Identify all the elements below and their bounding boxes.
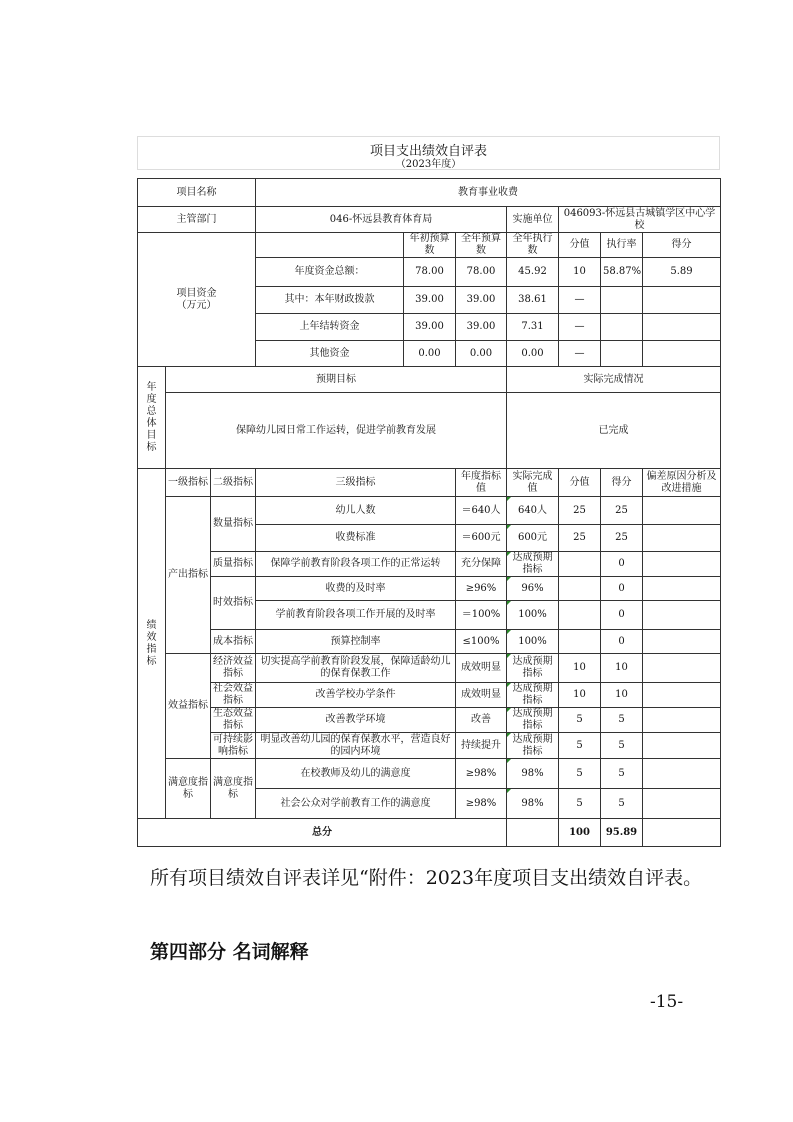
indicator-note (643, 525, 721, 552)
funds-cell: 0.00 (456, 341, 507, 367)
funds-cell: 39.00 (456, 314, 507, 341)
sub-ecological: 生态效益指标 (211, 708, 256, 733)
indicator-actual: 96% (507, 577, 559, 601)
indicator-note (643, 789, 721, 819)
indicator-row (138, 759, 721, 789)
funds-row-label: 其中：本年财政拨款 (256, 287, 404, 314)
indicator-got: 0 (601, 601, 643, 630)
dept-label: 主管部门 (138, 207, 256, 233)
indicator-actual: 100% (507, 601, 559, 630)
funds-header: 得分 (643, 233, 721, 258)
funds-cell: 78.00 (404, 258, 456, 287)
funds-header: 执行率 (601, 233, 643, 258)
indicator-score (559, 601, 601, 630)
indicator-got: 0 (601, 577, 643, 601)
indicator-score: 10 (559, 683, 601, 708)
funds-cell: — (559, 287, 601, 314)
indicator-note (643, 733, 721, 759)
indicator-note (643, 601, 721, 630)
total-label: 总分 (138, 819, 507, 847)
indicator-header: 分值 (559, 469, 601, 497)
self-evaluation-table (137, 178, 721, 847)
indicator-score (559, 630, 601, 654)
indicator-score: 5 (559, 708, 601, 733)
funds-cell: 78.00 (456, 258, 507, 287)
project-name-label: 项目名称 (138, 179, 256, 207)
indicator-row (138, 552, 721, 577)
funds-cell: 0.00 (507, 341, 559, 367)
indicator-note (643, 497, 721, 525)
group-benefit: 效益指标 (166, 654, 211, 759)
indicator-target: ≥98% (456, 789, 507, 819)
funds-cell: — (559, 341, 601, 367)
indicator-actual: 640人 (507, 497, 559, 525)
indicator-score (559, 552, 601, 577)
funds-label: 项目资金 （万元） (138, 233, 256, 367)
indicator-got: 5 (601, 733, 643, 759)
indicator-row (138, 577, 721, 601)
indicator-header: 年度指标值 (456, 469, 507, 497)
indicator-name: 明显改善幼儿园的保育保教水平，营造良好的园内环境 (256, 733, 456, 759)
sub-quality: 质量指标 (211, 552, 256, 577)
indicator-got: 10 (601, 654, 643, 683)
indicator-row (138, 683, 721, 708)
indicator-note (643, 759, 721, 789)
indicator-got: 5 (601, 708, 643, 733)
funds-cell (643, 314, 721, 341)
indicator-target: 改善 (456, 708, 507, 733)
indicator-header: 一级指标 (166, 469, 211, 497)
funds-cell: 38.61 (507, 287, 559, 314)
indicator-target: ≤100% (456, 630, 507, 654)
indicator-target: ＝100% (456, 601, 507, 630)
total-actual-blank (507, 819, 559, 847)
indicator-got: 5 (601, 789, 643, 819)
indicator-target: 持续提升 (456, 733, 507, 759)
funds-cell: 39.00 (404, 287, 456, 314)
project-name-row (138, 179, 721, 207)
indicator-header: 得分 (601, 469, 643, 497)
indicator-header-row (138, 469, 721, 497)
indicator-actual: 达成预期指标 (507, 654, 559, 683)
indicator-header: 实际完成值 (507, 469, 559, 497)
performance-side-label: 绩 效 指 标 (138, 469, 166, 819)
indicator-target: ＝600元 (456, 525, 507, 552)
department-row (138, 207, 721, 233)
indicator-name: 收费标准 (256, 525, 456, 552)
indicator-header: 二级指标 (211, 469, 256, 497)
funds-cell: — (559, 314, 601, 341)
indicator-actual: 达成预期指标 (507, 733, 559, 759)
indicator-score (559, 577, 601, 601)
indicator-name: 预算控制率 (256, 630, 456, 654)
indicator-got: 0 (601, 552, 643, 577)
indicator-target: ＝640人 (456, 497, 507, 525)
page-number: -15- (650, 992, 684, 1012)
funds-header: 全年执行数 (507, 233, 559, 258)
indicator-name: 幼儿人数 (256, 497, 456, 525)
indicator-got: 0 (601, 630, 643, 654)
funds-cell (643, 341, 721, 367)
table-title: 项目支出绩效自评表 (369, 144, 487, 159)
indicator-row (138, 708, 721, 733)
indicator-score: 5 (559, 733, 601, 759)
sub-satisfaction: 满意度指标 (211, 759, 256, 819)
indicator-got: 10 (601, 683, 643, 708)
funds-row-label: 上年结转资金 (256, 314, 404, 341)
project-name-value: 教育事业收费 (256, 179, 721, 207)
indicator-name: 切实提高学前教育阶段发展，保障适龄幼儿的保育保教工作 (256, 654, 456, 683)
indicator-name: 改善教学环境 (256, 708, 456, 733)
actual-result-value: 已完成 (507, 393, 721, 469)
indicator-actual: 达成预期指标 (507, 552, 559, 577)
table-year: （2023年度） (395, 159, 462, 170)
indicator-row (138, 654, 721, 683)
indicator-actual: 98% (507, 759, 559, 789)
indicator-score: 10 (559, 654, 601, 683)
sub-timeliness: 时效指标 (211, 577, 256, 630)
total-note-blank (643, 819, 721, 847)
indicator-note (643, 708, 721, 733)
group-output: 产出指标 (166, 497, 211, 654)
goals-header-row (138, 367, 721, 393)
indicator-score: 5 (559, 759, 601, 789)
funds-cell (601, 287, 643, 314)
indicator-row (138, 630, 721, 654)
funds-header: 分值 (559, 233, 601, 258)
expected-goal-value: 保障幼儿园日常工作运转，促进学前教育发展 (166, 393, 507, 469)
funds-row-label: 年度资金总额： (256, 258, 404, 287)
section-heading: 第四部分 名词解释 (150, 941, 309, 963)
total-row (138, 819, 721, 847)
funds-cell: 58.87% (601, 258, 643, 287)
indicator-got: 25 (601, 525, 643, 552)
indicator-target: ≥98% (456, 759, 507, 789)
indicator-name: 在校教师及幼儿的满意度 (256, 759, 456, 789)
sub-quantity: 数量指标 (211, 497, 256, 552)
total-got: 95.89 (601, 819, 643, 847)
indicator-row (138, 497, 721, 525)
funds-cell (601, 341, 643, 367)
funds-cell: 45.92 (507, 258, 559, 287)
indicator-score: 25 (559, 525, 601, 552)
indicator-note (643, 552, 721, 577)
expected-goal-header: 预期目标 (166, 367, 507, 393)
funds-header: 年初预算数 (404, 233, 456, 258)
indicator-name: 社会公众对学前教育工作的满意度 (256, 789, 456, 819)
unit-label: 实施单位 (507, 207, 559, 233)
indicator-actual: 98% (507, 789, 559, 819)
indicator-name: 收费的及时率 (256, 577, 456, 601)
indicator-target: 充分保障 (456, 552, 507, 577)
indicator-note (643, 577, 721, 601)
sub-cost: 成本指标 (211, 630, 256, 654)
sub-social: 社会效益指标 (211, 683, 256, 708)
unit-value: 046093-怀远县古城镇学区中心学校 (559, 207, 721, 233)
indicator-score: 25 (559, 497, 601, 525)
funds-cell: 39.00 (404, 314, 456, 341)
group-satisfaction: 满意度指标 (166, 759, 211, 819)
funds-cell (643, 287, 721, 314)
funds-cell: 0.00 (404, 341, 456, 367)
indicator-score: 5 (559, 789, 601, 819)
total-score: 100 (559, 819, 601, 847)
indicator-target: 成效明显 (456, 654, 507, 683)
indicator-note (643, 683, 721, 708)
indicator-header: 偏差原因分析及改进措施 (643, 469, 721, 497)
funds-header: 全年预算数 (456, 233, 507, 258)
indicator-name: 改善学校办学条件 (256, 683, 456, 708)
funds-row-label: 其他资金 (256, 341, 404, 367)
annual-goals-side-label: 年 度 总 体 目 标 (138, 367, 166, 469)
actual-result-header: 实际完成情况 (507, 367, 721, 393)
indicator-name: 学前教育阶段各项工作开展的及时率 (256, 601, 456, 630)
indicator-note (643, 654, 721, 683)
funds-cell (601, 314, 643, 341)
indicator-actual: 100% (507, 630, 559, 654)
goals-row (138, 393, 721, 469)
dept-value: 046-怀远县教育体育局 (256, 207, 507, 233)
funds-cell: 10 (559, 258, 601, 287)
sub-sustainable: 可持续影响指标 (211, 733, 256, 759)
indicator-row (138, 733, 721, 759)
indicator-target: ≥96% (456, 577, 507, 601)
indicator-got: 5 (601, 759, 643, 789)
indicator-target: 成效明显 (456, 683, 507, 708)
funds-cell: 5.89 (643, 258, 721, 287)
indicator-header: 三级指标 (256, 469, 456, 497)
funds-header-row (138, 233, 721, 258)
indicator-got: 25 (601, 497, 643, 525)
funds-cell: 39.00 (456, 287, 507, 314)
indicator-note (643, 630, 721, 654)
indicator-actual: 达成预期指标 (507, 708, 559, 733)
indicator-actual: 达成预期指标 (507, 683, 559, 708)
attachment-note: 所有项目绩效自评表详见“附件：2023年度项目支出绩效自评表。 (150, 867, 703, 889)
funds-header-blank (256, 233, 404, 258)
sub-economic: 经济效益指标 (211, 654, 256, 683)
funds-cell: 7.31 (507, 314, 559, 341)
indicator-name: 保障学前教育阶段各项工作的正常运转 (256, 552, 456, 577)
indicator-actual: 600元 (507, 525, 559, 552)
